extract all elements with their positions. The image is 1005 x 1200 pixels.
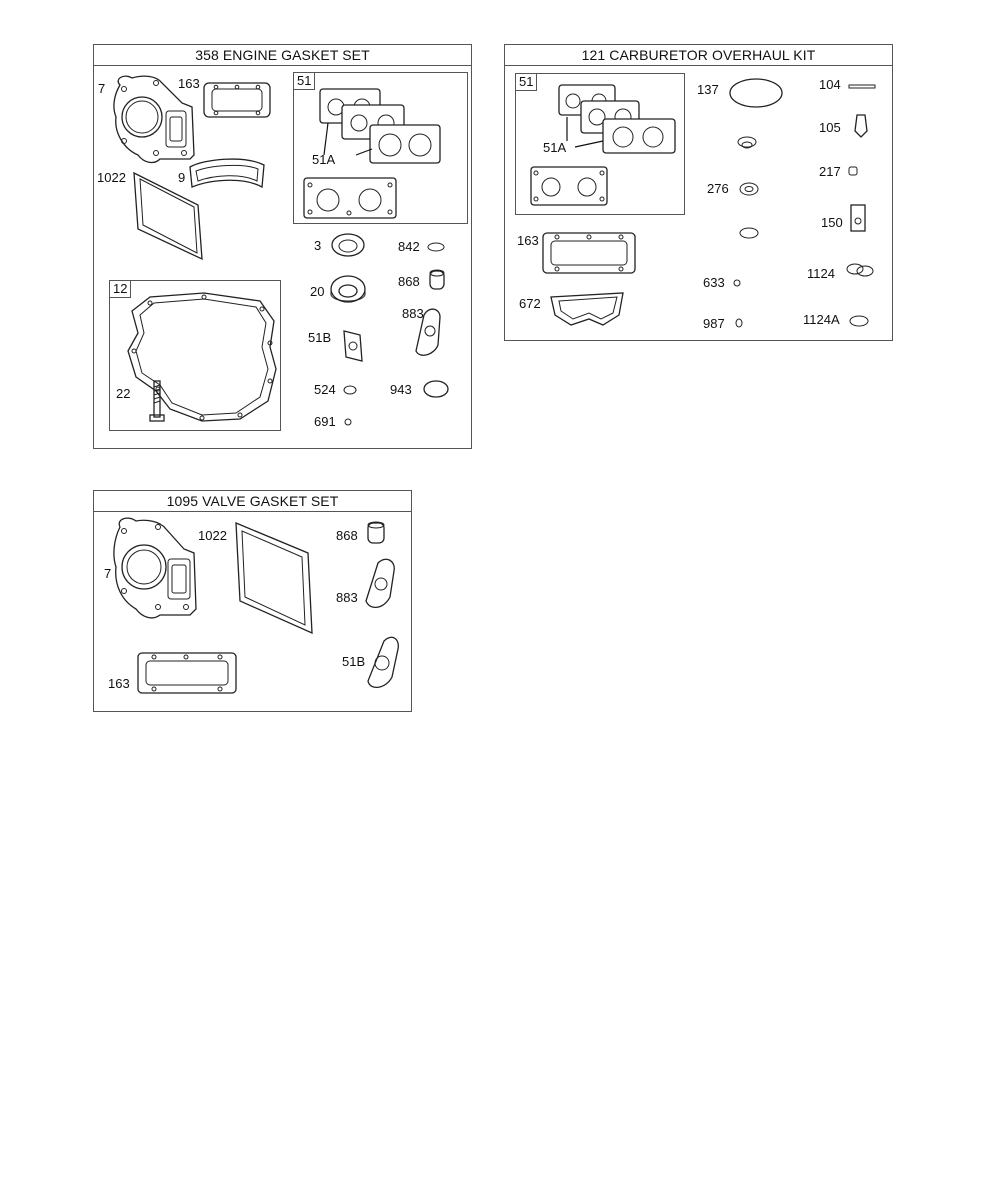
ring-842	[428, 243, 444, 251]
callout-943: 943	[390, 382, 412, 397]
panel-title: 121 CARBURETOR OVERHAUL KIT	[505, 45, 892, 66]
callout-7: 7	[104, 566, 112, 581]
subassembly-tag-12: 12	[109, 280, 131, 298]
callout-9: 9	[178, 170, 186, 185]
part-1124	[847, 264, 873, 276]
callout-104: 104	[819, 77, 841, 92]
washer-276	[740, 183, 758, 195]
callout-51B: 51B	[342, 654, 366, 669]
callout-1124: 1124	[807, 266, 835, 281]
engine-gasket-set-panel	[93, 44, 472, 449]
callout-51B: 51B	[308, 330, 332, 345]
seal-3	[332, 234, 364, 256]
callout-1022: 1022	[198, 528, 227, 543]
carburetor-overhaul-kit-panel	[504, 44, 893, 341]
crankcase-gasket-drawing	[110, 281, 282, 432]
callout-524: 524	[314, 382, 336, 397]
callout-7: 7	[98, 81, 106, 96]
callout-1124A: 1124A	[803, 312, 840, 327]
panel-title: 358 ENGINE GASKET SET	[94, 45, 471, 66]
gasket-1022	[236, 523, 312, 633]
subassembly-tag-51: 51	[515, 73, 537, 91]
gasket-672	[551, 293, 623, 325]
gasket-163	[138, 653, 236, 693]
needle-105	[855, 115, 867, 137]
callout-633: 633	[703, 275, 725, 290]
callout-20: 20	[310, 284, 325, 299]
gasket-163	[204, 83, 270, 117]
callout-987: 987	[703, 316, 725, 331]
callout-163: 163	[517, 233, 539, 248]
callout-22: 22	[116, 386, 131, 401]
subassembly-tag-51: 51	[293, 72, 315, 90]
washer-691	[345, 419, 351, 425]
callout-105: 105	[819, 120, 841, 135]
callout-163: 163	[108, 676, 130, 691]
callout-163: 163	[178, 76, 200, 91]
callout-51A: 51A	[543, 140, 567, 155]
gasket-883	[366, 559, 394, 607]
ring-524	[344, 386, 356, 394]
subassembly-12	[109, 280, 281, 431]
part-987	[736, 319, 742, 327]
callout-868: 868	[398, 274, 420, 289]
part-633	[734, 280, 740, 286]
callout-217: 217	[819, 164, 841, 179]
callout-691: 691	[314, 414, 336, 429]
gasket-51B	[344, 331, 362, 361]
callout-868: 868	[336, 528, 358, 543]
callout-842: 842	[398, 239, 420, 254]
o-ring-137	[730, 79, 782, 107]
gasket-ring	[740, 228, 758, 238]
pin-104	[849, 85, 875, 88]
gasket-163	[543, 233, 635, 273]
callout-3: 3	[314, 238, 322, 253]
callout-1022: 1022	[97, 170, 126, 185]
callout-150: 150	[821, 215, 843, 230]
callout-51A: 51A	[312, 152, 336, 167]
callout-276: 276	[707, 181, 729, 196]
subassembly-51	[293, 72, 468, 224]
valve-seal-868	[368, 522, 384, 543]
valve-gasket-drawing	[94, 491, 413, 713]
part-217	[849, 167, 857, 175]
callout-672: 672	[519, 296, 541, 311]
callout-137: 137	[697, 82, 719, 97]
valve-seal-868	[430, 270, 444, 289]
gasket-9	[190, 159, 264, 187]
o-ring-943	[424, 381, 448, 397]
valve-gasket-set-panel	[93, 490, 412, 712]
gasket-51B	[368, 637, 398, 687]
part-1124A	[850, 316, 868, 326]
callout-883: 883	[336, 590, 358, 605]
seal-20	[331, 276, 365, 302]
cylinder-head-gasket	[114, 518, 196, 618]
panel-title: 1095 VALVE GASKET SET	[94, 491, 411, 512]
callout-883: 883	[402, 306, 424, 321]
